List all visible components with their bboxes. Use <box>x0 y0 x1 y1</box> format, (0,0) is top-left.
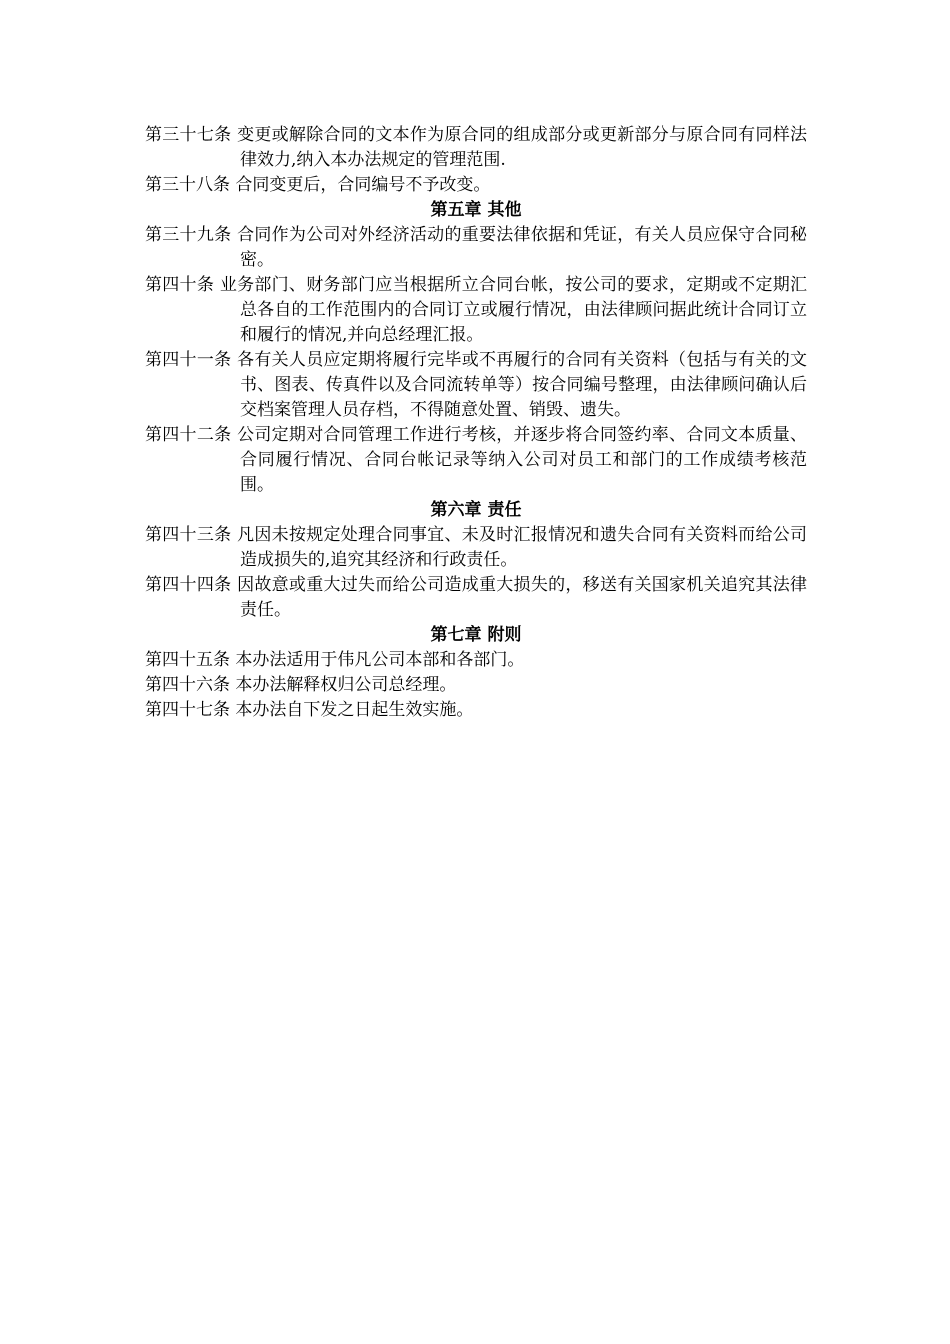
article-47 <box>145 698 807 723</box>
chapter-6-heading: 第六章 责任 <box>430 500 522 520</box>
article-number: 第四十四条 <box>145 575 232 595</box>
article-text: 本办法适用于伟凡公司本部和各部门。 <box>235 650 525 670</box>
article-text: 合同变更后，合同编号不予改变。 <box>235 175 491 195</box>
document-body <box>145 123 807 723</box>
article-text: 公司定期对合同管理工作进行考核，并逐步将合同签约率、合同文本质量、合同履行情况、合同台帐记录等纳入公司对员工和部门的工作成绩考核范围。 <box>237 425 808 495</box>
article-41 <box>145 348 807 423</box>
article-40 <box>145 273 807 348</box>
article-42 <box>145 423 807 498</box>
article-text: 本办法自下发之日起生效实施。 <box>235 700 474 720</box>
chapter-7-heading: 第七章 附则 <box>430 625 522 645</box>
article-43 <box>145 523 807 573</box>
article-number: 第四十六条 <box>145 675 230 695</box>
article-number: 第三十九条 <box>145 225 232 245</box>
article-number: 第三十七条 <box>145 125 232 145</box>
article-text: 本办法解释权归公司总经理。 <box>235 675 457 695</box>
article-number: 第四十七条 <box>145 700 230 720</box>
article-text: 各有关人员应定期将履行完毕或不再履行的合同有关资料（包括与有关的文书、图表、传真件以及合同流转单等）按合同编号整理，由法律顾问确认后交档案管理人员存档，不得随意处置、销毁、遗失。 <box>237 350 808 420</box>
article-text: 业务部门、财务部门应当根据所立合同台帐，按公司的要求，定期或不定期汇总各自的工作范围内的合同订立或履行情况，由法律顾问据此统计合同订立和履行的情况,并向总经理汇报。 <box>219 275 808 345</box>
article-number: 第四十一条 <box>145 350 232 370</box>
article-number: 第四十五条 <box>145 650 230 670</box>
article-text: 变更或解除合同的文本作为原合同的组成部分或更新部分与原合同有同样法律效力,纳入本办法规定的管理范围. <box>237 125 808 170</box>
article-39 <box>145 223 807 273</box>
article-45 <box>145 648 807 673</box>
article-44 <box>145 573 807 623</box>
chapter-5-heading: 第五章 其他 <box>430 200 522 220</box>
article-text: 凡因未按规定处理合同事宜、未及时汇报情况和遗失合同有关资料而给公司造成损失的,追究其经济和行政责任。 <box>237 525 808 570</box>
article-37 <box>145 123 807 173</box>
article-number: 第三十八条 <box>145 175 230 195</box>
article-text: 合同作为公司对外经济活动的重要法律依据和凭证，有关人员应保守合同秘密。 <box>237 225 808 270</box>
article-38 <box>145 173 807 198</box>
article-number: 第四十条 <box>145 275 215 295</box>
article-number: 第四十二条 <box>145 425 232 445</box>
article-text: 因故意或重大过失而给公司造成重大损失的，移送有关国家机关追究其法律责任。 <box>237 575 808 620</box>
article-46 <box>145 673 807 698</box>
article-number: 第四十三条 <box>145 525 232 545</box>
